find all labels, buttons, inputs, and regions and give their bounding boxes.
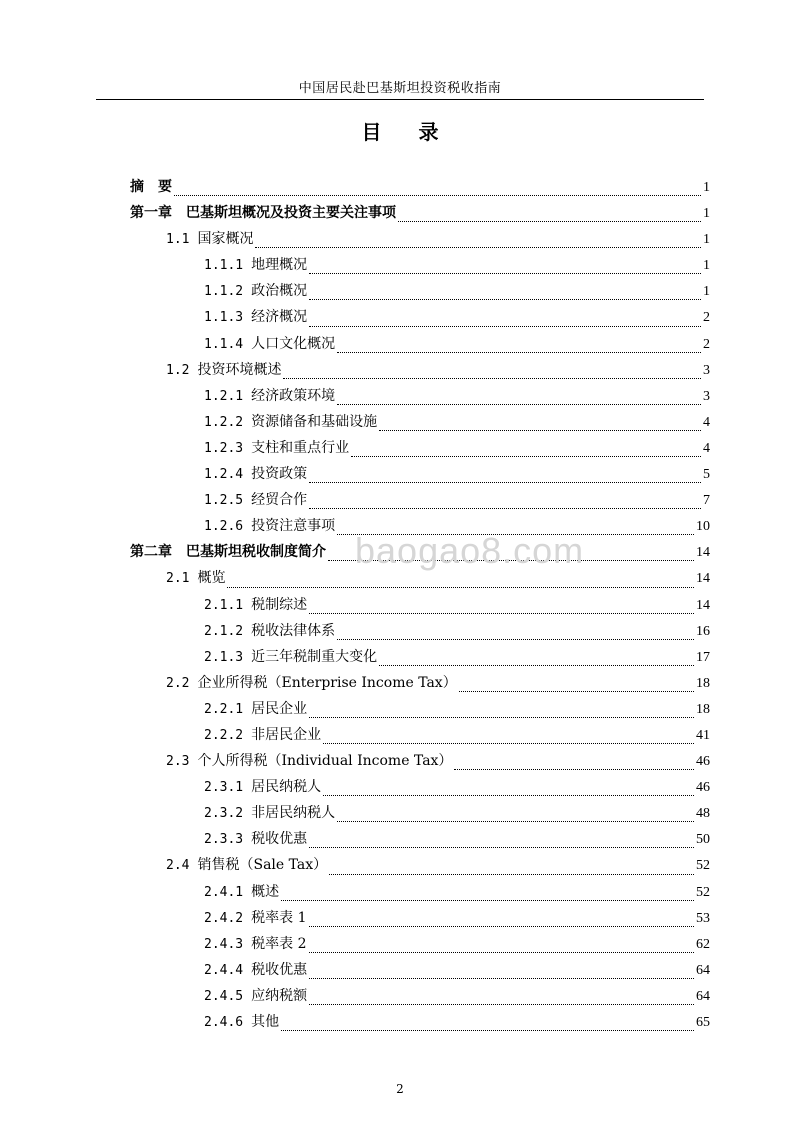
toc-entry-number: 2.1 bbox=[166, 571, 190, 587]
toc-entry-number: 2.4.3 bbox=[204, 936, 244, 952]
toc-dot-leader bbox=[337, 821, 694, 822]
toc-entry[interactable] bbox=[130, 489, 710, 515]
toc-dot-leader bbox=[309, 847, 694, 848]
toc-dot-leader bbox=[454, 769, 694, 770]
toc-dot-leader bbox=[309, 508, 701, 509]
toc-entry-label: 税收优惠 bbox=[251, 831, 308, 848]
toc-entry-label: 企业所得税（Enterprise Income Tax） bbox=[197, 674, 457, 691]
toc-entry[interactable] bbox=[130, 385, 710, 411]
toc-entry-page: 52 bbox=[696, 884, 710, 900]
table-of-contents bbox=[130, 176, 710, 1037]
toc-entry[interactable] bbox=[130, 698, 710, 724]
toc-entry-label: 要 bbox=[158, 179, 172, 195]
toc-entry[interactable] bbox=[130, 985, 710, 1011]
toc-entry-page: 1 bbox=[703, 258, 710, 274]
toc-entry-label: 国家概况 bbox=[197, 231, 254, 248]
toc-entry-label: 支柱和重点行业 bbox=[251, 439, 350, 456]
toc-entry-page: 41 bbox=[696, 727, 710, 743]
toc-dot-leader bbox=[351, 456, 701, 457]
toc-dot-leader bbox=[323, 743, 694, 744]
toc-dot-leader bbox=[398, 221, 701, 222]
toc-entry-page: 10 bbox=[696, 519, 710, 535]
toc-entry-label: 投资环境概述 bbox=[197, 361, 282, 378]
toc-dot-leader bbox=[309, 299, 701, 300]
toc-entry-number: 1.1.2 bbox=[204, 284, 244, 300]
toc-entry[interactable] bbox=[130, 411, 710, 437]
toc-entry-label: 经济概况 bbox=[251, 309, 308, 326]
toc-entry[interactable] bbox=[130, 359, 710, 385]
toc-entry-label: 税收优惠 bbox=[251, 961, 308, 978]
toc-entry[interactable] bbox=[130, 750, 710, 776]
toc-entry-label: 税收法律体系 bbox=[251, 622, 336, 639]
toc-dot-leader bbox=[255, 247, 701, 248]
toc-dot-leader bbox=[309, 273, 701, 274]
toc-entry-page: 7 bbox=[703, 493, 710, 509]
page-header-title: 中国居民赴巴基斯坦投资税收指南 bbox=[298, 81, 502, 96]
toc-dot-leader bbox=[309, 978, 694, 979]
toc-entry[interactable] bbox=[130, 541, 710, 567]
watermark: baogao8.com bbox=[355, 530, 585, 571]
toc-dot-leader bbox=[323, 795, 694, 796]
toc-entry-label: 地理概况 bbox=[251, 257, 308, 274]
toc-dot-leader bbox=[379, 430, 701, 431]
toc-entry[interactable] bbox=[130, 854, 710, 880]
toc-entry-page: 48 bbox=[696, 806, 710, 822]
toc-entry[interactable] bbox=[130, 828, 710, 854]
toc-dot-leader bbox=[337, 534, 694, 535]
toc-entry-number: 2.4 bbox=[166, 858, 190, 874]
toc-entry[interactable] bbox=[130, 176, 710, 202]
toc-entry-label: 投资政策 bbox=[251, 466, 308, 483]
toc-entry-number: 2.2 bbox=[166, 675, 190, 691]
toc-entry-page: 3 bbox=[703, 388, 710, 404]
toc-entry-number: 1.2.5 bbox=[204, 493, 244, 509]
toc-entry-page: 3 bbox=[703, 362, 710, 378]
toc-entry-page: 4 bbox=[703, 440, 710, 456]
toc-dot-leader bbox=[337, 352, 701, 353]
toc-entry[interactable] bbox=[130, 254, 710, 280]
toc-dot-leader bbox=[309, 952, 695, 953]
toc-entry-number: 2.4.5 bbox=[204, 988, 244, 1004]
toc-dot-leader bbox=[309, 482, 701, 483]
toc-entry-number: 2.3.1 bbox=[204, 780, 244, 796]
toc-entry-number: 1.2 bbox=[166, 362, 190, 378]
toc-entry-page: 65 bbox=[696, 1015, 710, 1030]
toc-entry-label: 居民企业 bbox=[251, 700, 308, 717]
toc-entry[interactable] bbox=[130, 202, 710, 228]
toc-dot-leader bbox=[309, 1004, 694, 1005]
toc-dot-leader bbox=[227, 587, 694, 588]
toc-entry-number: 第一章 bbox=[130, 205, 172, 222]
toc-entry[interactable] bbox=[130, 463, 710, 489]
toc-entry[interactable] bbox=[130, 594, 710, 620]
toc-dot-leader bbox=[309, 326, 701, 327]
toc-entry-number: 2.1.3 bbox=[204, 649, 244, 665]
toc-entry-page: 64 bbox=[696, 988, 710, 1004]
toc-dot-leader bbox=[328, 560, 694, 561]
toc-entry-label: 销售税（Sale Tax） bbox=[197, 857, 328, 874]
toc-entry-number: 1.1 bbox=[166, 232, 190, 248]
toc-entry-number: 1.1.4 bbox=[204, 336, 244, 352]
toc-entry-page: 14 bbox=[696, 597, 710, 613]
toc-entry[interactable] bbox=[130, 1011, 710, 1037]
toc-dot-leader bbox=[309, 613, 694, 614]
toc-entry-label: 资源储备和基础设施 bbox=[251, 413, 378, 430]
toc-entry-number: 1.1.3 bbox=[204, 310, 244, 326]
toc-dot-leader bbox=[174, 195, 701, 196]
toc-entry-page: 64 bbox=[696, 962, 710, 978]
toc-entry-label: 其他 bbox=[251, 1014, 280, 1030]
toc-entry[interactable] bbox=[130, 933, 710, 959]
toc-entry-label: 概述 bbox=[251, 883, 280, 900]
toc-entry-number: 2.3.2 bbox=[204, 806, 244, 822]
toc-entry-page: 1 bbox=[703, 284, 710, 300]
toc-entry-label: 税率表 2 bbox=[251, 935, 307, 952]
toc-dot-leader bbox=[281, 1030, 694, 1031]
toc-entry-label: 非居民纳税人 bbox=[251, 805, 336, 822]
toc-entry-page: 46 bbox=[696, 754, 710, 770]
toc-entry[interactable] bbox=[130, 672, 710, 698]
toc-entry-page: 2 bbox=[703, 336, 710, 352]
toc-entry-label: 税制综述 bbox=[251, 596, 308, 613]
toc-entry-number: 2.4.6 bbox=[204, 1015, 244, 1030]
toc-dot-leader bbox=[329, 874, 694, 875]
toc-entry[interactable] bbox=[130, 620, 710, 646]
toc-entry[interactable] bbox=[130, 280, 710, 306]
toc-entry-number: 2.3.3 bbox=[204, 832, 244, 848]
toc-entry-label: 非居民企业 bbox=[251, 726, 322, 743]
toc-entry-page: 1 bbox=[703, 180, 710, 195]
header-rule bbox=[96, 99, 704, 100]
toc-entry-label: 巴基斯坦概况及投资主要关注事项 bbox=[186, 205, 396, 222]
toc-entry[interactable] bbox=[130, 646, 710, 672]
toc-entry-page: 5 bbox=[703, 467, 710, 483]
toc-entry-page: 14 bbox=[696, 545, 710, 561]
toc-entry-number: 摘 bbox=[130, 179, 144, 195]
toc-entry-number: 1.1.1 bbox=[204, 258, 244, 274]
toc-entry-page: 4 bbox=[703, 414, 710, 430]
toc-entry-number: 1.2.2 bbox=[204, 414, 244, 430]
toc-entry[interactable] bbox=[130, 437, 710, 463]
toc-entry-number: 1.2.6 bbox=[204, 519, 244, 535]
toc-title: 目 录 bbox=[361, 120, 439, 144]
toc-entry-label: 居民纳税人 bbox=[251, 779, 322, 796]
toc-entry[interactable] bbox=[130, 802, 710, 828]
toc-dot-leader bbox=[309, 717, 694, 718]
toc-entry-number: 1.2.3 bbox=[204, 440, 244, 456]
toc-entry-label: 投资注意事项 bbox=[251, 518, 336, 535]
toc-dot-leader bbox=[337, 639, 694, 640]
page-number: 2 bbox=[396, 1082, 404, 1096]
toc-entry-number: 2.4.4 bbox=[204, 962, 244, 978]
toc-entry-label: 概览 bbox=[197, 570, 226, 587]
toc-entry-number: 1.2.1 bbox=[204, 388, 244, 404]
toc-entry-page: 62 bbox=[696, 936, 710, 952]
toc-entry-label: 税率表 1 bbox=[251, 909, 307, 926]
toc-entry-page: 1 bbox=[703, 232, 710, 248]
toc-dot-leader bbox=[459, 691, 694, 692]
toc-entry-page: 50 bbox=[696, 832, 710, 848]
toc-entry-label: 个人所得税（Individual Income Tax） bbox=[197, 753, 453, 770]
toc-entry[interactable] bbox=[130, 306, 710, 332]
toc-entry-number: 2.2.2 bbox=[204, 727, 244, 743]
toc-dot-leader bbox=[281, 900, 694, 901]
toc-entry-page: 46 bbox=[696, 780, 710, 796]
toc-entry-number: 1.2.4 bbox=[204, 467, 244, 483]
toc-entry-number: 第二章 bbox=[130, 544, 172, 561]
toc-entry-number: 2.4.2 bbox=[204, 910, 244, 926]
toc-entry-page: 52 bbox=[696, 858, 710, 874]
toc-entry-page: 17 bbox=[696, 649, 710, 665]
toc-entry[interactable] bbox=[130, 228, 710, 254]
toc-entry-number: 2.1.1 bbox=[204, 597, 244, 613]
toc-entry-page: 14 bbox=[696, 571, 710, 587]
toc-dot-leader bbox=[309, 926, 695, 927]
toc-entry[interactable] bbox=[130, 776, 710, 802]
toc-entry[interactable] bbox=[130, 333, 710, 359]
toc-entry-page: 18 bbox=[696, 701, 710, 717]
toc-entry[interactable] bbox=[130, 515, 710, 541]
toc-entry-label: 人口文化概况 bbox=[251, 335, 336, 352]
toc-entry[interactable] bbox=[130, 959, 710, 985]
toc-entry[interactable] bbox=[130, 724, 710, 750]
toc-entry-label: 应纳税额 bbox=[251, 987, 308, 1004]
toc-entry-label: 政治概况 bbox=[251, 283, 308, 300]
toc-entry-page: 53 bbox=[696, 910, 710, 926]
toc-dot-leader bbox=[283, 378, 701, 379]
toc-dot-leader bbox=[337, 404, 701, 405]
toc-entry[interactable] bbox=[130, 881, 710, 907]
toc-entry-label: 经贸合作 bbox=[251, 492, 308, 509]
toc-entry-number: 2.3 bbox=[166, 754, 190, 770]
toc-entry-page: 1 bbox=[703, 206, 710, 222]
toc-entry-label: 近三年税制重大变化 bbox=[251, 648, 378, 665]
toc-entry-page: 2 bbox=[703, 310, 710, 326]
toc-entry-page: 18 bbox=[696, 675, 710, 691]
toc-entry-page: 16 bbox=[696, 623, 710, 639]
toc-entry-number: 2.4.1 bbox=[204, 884, 244, 900]
toc-dot-leader bbox=[379, 665, 694, 666]
toc-entry[interactable] bbox=[130, 907, 710, 933]
toc-entry-number: 2.1.2 bbox=[204, 623, 244, 639]
toc-entry-label: 经济政策环境 bbox=[251, 387, 336, 404]
toc-entry[interactable] bbox=[130, 567, 710, 593]
toc-entry-label: 巴基斯坦税收制度简介 bbox=[186, 544, 326, 561]
toc-entry-number: 2.2.1 bbox=[204, 701, 244, 717]
